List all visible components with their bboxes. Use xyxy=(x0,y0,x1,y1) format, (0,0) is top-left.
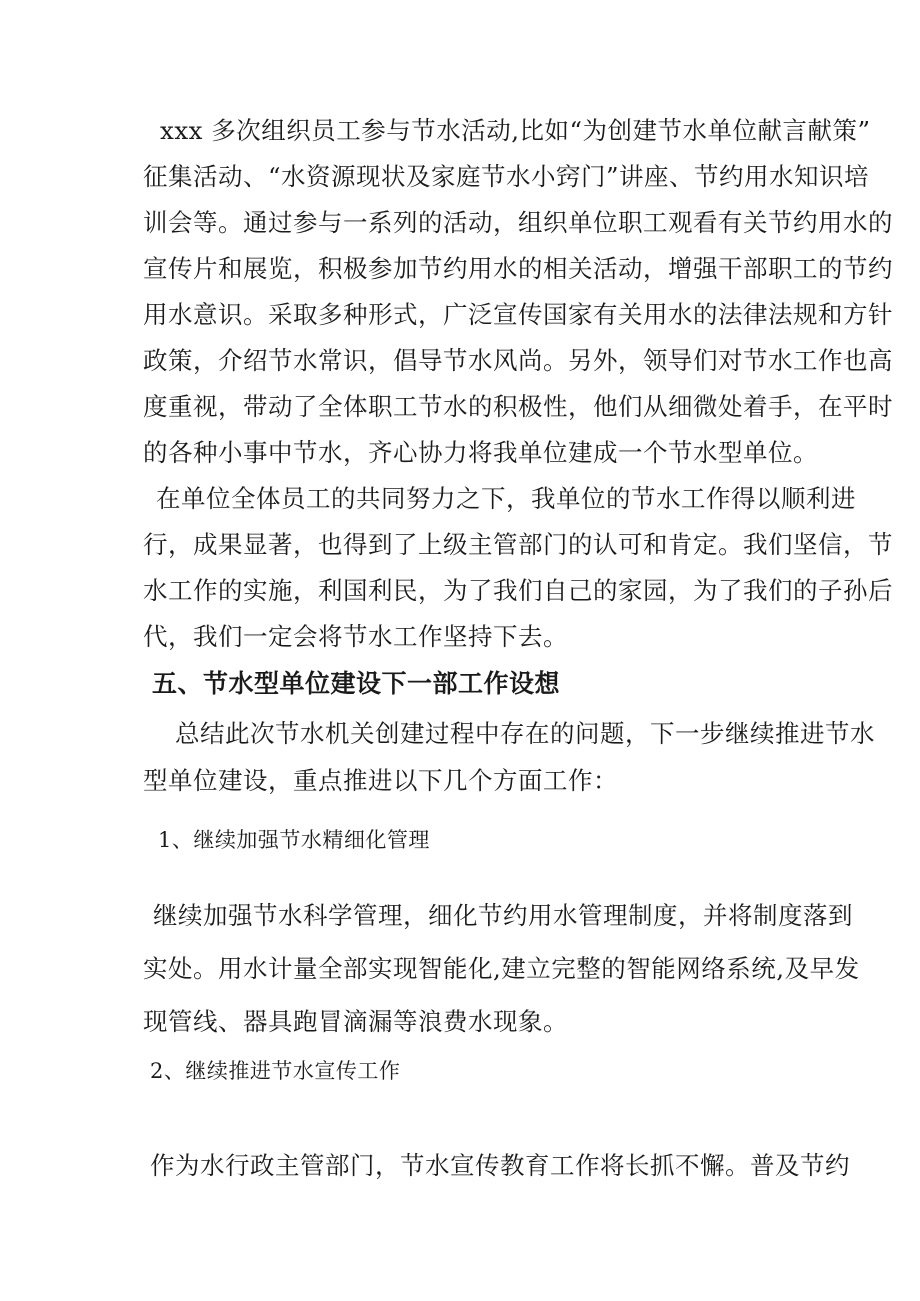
subsection-1-title: 1、继续加强节水精细化管理 xyxy=(158,828,430,852)
paragraph-1-line-4: 宣传片和展览，积极参加节约用水的相关活动，增强干部职工的节约 xyxy=(143,254,893,283)
subsection-2-title: 2、继续推进节水宣传工作 xyxy=(150,1059,401,1083)
paragraph-4-line-2: 实处。用水计量全部实现智能化,建立完整的智能网络系统,及早发 xyxy=(143,954,860,983)
paragraph-2-line-2: 行，成果显著，也得到了上级主管部门的认可和肯定。我们坚信，节 xyxy=(143,530,893,559)
paragraph-3-line-2: 型单位建设，重点推进以下几个方面工作： xyxy=(143,766,618,795)
paragraph-5-line-1: 作为水行政主管部门，节水宣传教育工作将长抓不懈。普及节约 xyxy=(150,1151,850,1180)
paragraph-2-line-1: 在单位全体员工的共同努力之下，我单位的节水工作得以顺利进 xyxy=(156,484,856,513)
paragraph-3-line-1: 总结此次节水机关创建过程中存在的问题，下一步继续推进节水 xyxy=(175,719,875,748)
paragraph-4-line-1: 继续加强节水科学管理，细化节约用水管理制度，并将制度落到 xyxy=(153,901,853,930)
paragraph-2-line-4: 代，我们一定会将节水工作坚持下去。 xyxy=(143,622,568,651)
paragraph-4-line-3: 现管线、器具跑冒滴漏等浪费水现象。 xyxy=(143,1007,568,1036)
paragraph-1-line-7: 度重视，带动了全体职工节水的积极性，他们从细微处着手，在平时 xyxy=(143,392,893,421)
section-heading: 五、节水型单位建设下一部工作设想 xyxy=(152,669,561,698)
paragraph-1-line-6: 政策，介绍节水常识，倡导节水风尚。另外，领导们对节水工作也高 xyxy=(143,346,893,375)
paragraph-1-line-8: 的各种小事中节水，齐心协力将我单位建成一个节水型单位。 xyxy=(143,438,818,467)
paragraph-1-line-3: 训会等。通过参与一系列的活动，组织单位职工观看有关节约用水的 xyxy=(143,208,893,237)
paragraph-1-line-2: 征集活动、“水资源现状及家庭节水小窍门”讲座、节约用水知识培 xyxy=(143,162,870,191)
paragraph-2-line-3: 水工作的实施，利国利民，为了我们自己的家园，为了我们的子孙后 xyxy=(143,576,893,605)
paragraph-1-line-5: 用水意识。采取多种形式，广泛宣传国家有关用水的法律法规和方针 xyxy=(143,300,893,329)
paragraph-1-line-1: xxx 多次组织员工参与节水活动,比如“为创建节水单位献言献策” xyxy=(160,116,871,145)
